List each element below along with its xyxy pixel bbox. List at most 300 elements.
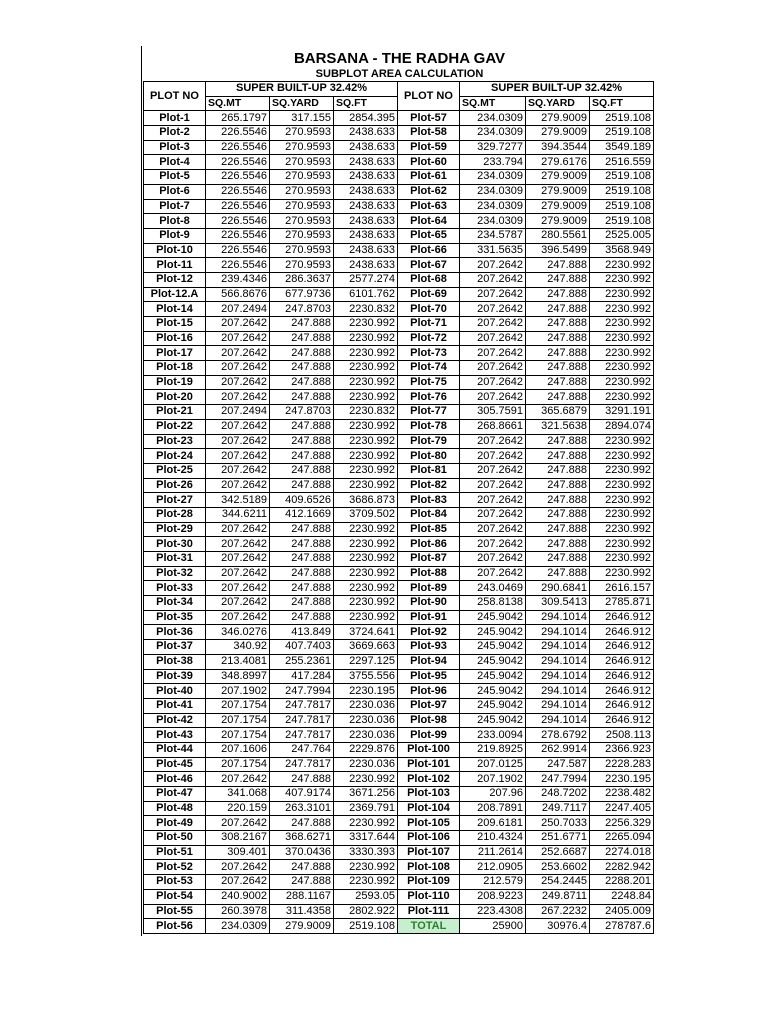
sqmt-cell: 348.8997: [206, 669, 270, 684]
plot-no-cell: Plot-12.A: [144, 287, 206, 302]
sqft-cell: 2438.633: [334, 184, 398, 199]
sqmt-cell: 342.5189: [206, 493, 270, 508]
sqyard-cell: 267.2232: [526, 904, 590, 919]
sqft-cell: 2230.992: [334, 772, 398, 787]
plot-no-cell: Plot-55: [144, 904, 206, 919]
sqft-cell: 2230.832: [334, 302, 398, 317]
sqmt-cell: 219.8925: [460, 742, 526, 757]
sqmt-cell: 243.0469: [460, 581, 526, 596]
sqft-cell: 2230.992: [590, 493, 654, 508]
sqmt-cell: 25900: [460, 919, 526, 934]
sqft-cell: 2230.992: [334, 552, 398, 567]
plot-no-cell: Plot-14: [144, 302, 206, 317]
plot-no-cell: Plot-100: [398, 742, 460, 757]
sqmt-cell: 220.159: [206, 801, 270, 816]
sqmt-cell: 226.5546: [206, 126, 270, 141]
sqmt-cell: 207.2642: [206, 463, 270, 478]
sqft-cell: 3568.949: [590, 243, 654, 258]
table-row: [144, 126, 654, 141]
table-row: [144, 713, 654, 728]
plot-no-cell: Plot-3: [144, 140, 206, 155]
sqyard-cell: 247.888: [526, 287, 590, 302]
sqft-cell: 2438.633: [334, 126, 398, 141]
sqmt-cell: 207.2642: [460, 331, 526, 346]
plot-no-cell: Plot-87: [398, 552, 460, 567]
sqyard-cell: 247.888: [526, 552, 590, 567]
plot-no-cell: Plot-105: [398, 816, 460, 831]
plot-no-cell: Plot-56: [144, 919, 206, 934]
plot-no-cell: Plot-34: [144, 596, 206, 611]
sqyard-cell: 247.888: [270, 361, 334, 376]
sqft-cell: 2438.633: [334, 170, 398, 185]
table-row: [144, 845, 654, 860]
sqyard-cell: 247.888: [526, 390, 590, 405]
plot-no-cell: Plot-53: [144, 875, 206, 890]
sqft-cell: 2405.009: [590, 904, 654, 919]
sqft-cell: 2230.992: [590, 331, 654, 346]
plot-no-cell: Plot-85: [398, 522, 460, 537]
plot-no-cell: Plot-107: [398, 845, 460, 860]
sqft-cell: 2247.405: [590, 801, 654, 816]
sqmt-cell: 331.5635: [460, 243, 526, 258]
table-row: [144, 654, 654, 669]
plot-no-cell: Plot-43: [144, 728, 206, 743]
plot-no-cell: Plot-47: [144, 787, 206, 802]
plot-no-cell: Plot-33: [144, 581, 206, 596]
plot-no-cell: Plot-91: [398, 610, 460, 625]
sqyard-cell: 270.9593: [270, 199, 334, 214]
sqft-cell: 2230.992: [590, 434, 654, 449]
sqmt-header: SQ.MT: [460, 96, 526, 111]
plot-no-cell: Plot-21: [144, 405, 206, 420]
table-row: [144, 302, 654, 317]
sqmt-cell: 207.2642: [460, 272, 526, 287]
sqmt-cell: 340.92: [206, 640, 270, 655]
sqmt-cell: 226.5546: [206, 170, 270, 185]
sqmt-cell: 207.2642: [206, 772, 270, 787]
table-row: [144, 478, 654, 493]
sqft-cell: 2230.992: [590, 449, 654, 464]
sqft-cell: 2646.912: [590, 669, 654, 684]
plot-no-cell: Plot-45: [144, 757, 206, 772]
plot-no-cell: Plot-99: [398, 728, 460, 743]
sqyard-cell: 247.764: [270, 742, 334, 757]
sqft-cell: 2646.912: [590, 698, 654, 713]
sqyard-cell: 270.9593: [270, 126, 334, 141]
plot-no-cell: Plot-81: [398, 463, 460, 478]
sqyard-cell: 278.6792: [526, 728, 590, 743]
sqmt-cell: 234.0309: [460, 199, 526, 214]
sqyard-cell: 279.9009: [526, 170, 590, 185]
sqmt-cell: 268.8661: [460, 419, 526, 434]
sqmt-cell: 260.3978: [206, 904, 270, 919]
sqft-cell: 2230.992: [590, 478, 654, 493]
table-row: [144, 214, 654, 229]
sqft-cell: 2519.108: [590, 199, 654, 214]
sqmt-cell: 207.2642: [206, 596, 270, 611]
plot-no-cell: Plot-58: [398, 126, 460, 141]
sqmt-cell: 207.1902: [206, 684, 270, 699]
sqft-cell: 2230.992: [334, 390, 398, 405]
sqyard-cell: 279.9009: [526, 184, 590, 199]
plot-no-cell: Plot-92: [398, 625, 460, 640]
plot-no-cell: Plot-79: [398, 434, 460, 449]
sqmt-cell: 226.5546: [206, 258, 270, 273]
sqft-cell: 3669.663: [334, 640, 398, 655]
sqyard-cell: 247.888: [526, 272, 590, 287]
table-row: [144, 889, 654, 904]
table-row: [144, 669, 654, 684]
sqyard-cell: 279.9009: [526, 111, 590, 126]
sqmt-cell: 207.2642: [460, 361, 526, 376]
sqmt-cell: 207.2642: [206, 419, 270, 434]
sqmt-cell: 226.5546: [206, 243, 270, 258]
table-row: [144, 111, 654, 126]
sqmt-cell: 207.2642: [460, 493, 526, 508]
sqyard-cell: 270.9593: [270, 243, 334, 258]
plot-no-cell: Plot-42: [144, 713, 206, 728]
sqmt-cell: 234.0309: [460, 214, 526, 229]
sqft-cell: 2230.036: [334, 713, 398, 728]
sqyard-cell: 294.1014: [526, 640, 590, 655]
plot-no-cell: Plot-30: [144, 537, 206, 552]
sqyard-cell: 294.1014: [526, 713, 590, 728]
sqft-cell: 2230.992: [590, 361, 654, 376]
plot-no-cell: Plot-104: [398, 801, 460, 816]
sqft-cell: 2230.992: [334, 522, 398, 537]
sqmt-cell: 208.9223: [460, 889, 526, 904]
plot-no-cell: Plot-76: [398, 390, 460, 405]
sqft-cell: 3291.191: [590, 405, 654, 420]
sqmt-cell: 207.0125: [460, 757, 526, 772]
table-row: [144, 375, 654, 390]
sqft-cell: 2230.195: [334, 684, 398, 699]
plot-no-cell: Plot-96: [398, 684, 460, 699]
sqmt-cell: 207.2642: [460, 566, 526, 581]
sqft-cell: 2230.992: [590, 302, 654, 317]
sqft-cell: 2230.992: [334, 449, 398, 464]
sqyard-header: SQ.YARD: [526, 96, 590, 111]
table-row: [144, 287, 654, 302]
sqmt-cell: 207.2494: [206, 302, 270, 317]
sqyard-cell: 253.6602: [526, 860, 590, 875]
sqft-cell: 2438.633: [334, 140, 398, 155]
sqyard-cell: 247.888: [270, 537, 334, 552]
sqyard-cell: 247.8703: [270, 405, 334, 420]
plot-no-cell: Plot-66: [398, 243, 460, 258]
sqmt-cell: 329.7277: [460, 140, 526, 155]
sqft-cell: 2366.923: [590, 742, 654, 757]
sqmt-cell: 207.2642: [460, 552, 526, 567]
sqft-cell: 3330.393: [334, 845, 398, 860]
plot-no-cell: Plot-32: [144, 566, 206, 581]
sqft-header: SQ.FT: [590, 96, 654, 111]
sqft-cell: 2297.125: [334, 654, 398, 669]
plot-no-cell: Plot-80: [398, 449, 460, 464]
table-row: [144, 170, 654, 185]
sqyard-cell: 247.888: [526, 566, 590, 581]
plot-no-cell: Plot-97: [398, 698, 460, 713]
sqyard-cell: 247.7994: [526, 772, 590, 787]
table-row: [144, 155, 654, 170]
plot-no-cell: Plot-36: [144, 625, 206, 640]
table-row: [144, 449, 654, 464]
table-row: [144, 507, 654, 522]
sqmt-cell: 207.1754: [206, 713, 270, 728]
sqyard-cell: 294.1014: [526, 669, 590, 684]
sqyard-cell: 247.7817: [270, 728, 334, 743]
table-row: [144, 140, 654, 155]
sqft-cell: 2525.005: [590, 228, 654, 243]
plot-no-cell: Plot-25: [144, 463, 206, 478]
sqmt-cell: 207.2642: [206, 361, 270, 376]
sqyard-cell: 279.9009: [526, 126, 590, 141]
sqmt-cell: 245.9042: [460, 698, 526, 713]
sqmt-cell: 207.2642: [206, 346, 270, 361]
sqmt-cell: 212.579: [460, 875, 526, 890]
sqyard-cell: 280.5561: [526, 228, 590, 243]
sqft-cell: 2230.992: [334, 317, 398, 332]
table-row: [144, 581, 654, 596]
table-row: [144, 860, 654, 875]
sqft-cell: 2438.633: [334, 155, 398, 170]
sqyard-cell: 247.888: [270, 860, 334, 875]
sqyard-cell: 270.9593: [270, 258, 334, 273]
sqmt-cell: 245.9042: [460, 654, 526, 669]
sqmt-cell: 240.9002: [206, 889, 270, 904]
table-row: [144, 493, 654, 508]
plot-no-cell: Plot-4: [144, 155, 206, 170]
sqft-cell: 2616.157: [590, 581, 654, 596]
sqyard-cell: 263.3101: [270, 801, 334, 816]
sqmt-cell: 207.2642: [206, 478, 270, 493]
sqyard-cell: 252.6687: [526, 845, 590, 860]
sqyard-cell: 247.587: [526, 757, 590, 772]
sqmt-cell: 207.2642: [206, 816, 270, 831]
sqft-cell: 2516.559: [590, 155, 654, 170]
sqft-cell: 2228.283: [590, 757, 654, 772]
sqmt-cell: 207.2642: [460, 317, 526, 332]
plot-no-cell: Plot-6: [144, 184, 206, 199]
plot-no-cell: Plot-75: [398, 375, 460, 390]
plot-no-cell: Plot-7: [144, 199, 206, 214]
sqmt-cell: 207.2642: [206, 522, 270, 537]
sqyard-cell: 365.6879: [526, 405, 590, 420]
sqyard-cell: 279.9009: [526, 214, 590, 229]
sqft-cell: 2785.871: [590, 596, 654, 611]
sqyard-cell: 247.888: [526, 434, 590, 449]
sqmt-cell: 209.6181: [460, 816, 526, 831]
sqyard-cell: 294.1014: [526, 610, 590, 625]
table-row: [144, 199, 654, 214]
plot-no-cell: Plot-2: [144, 126, 206, 141]
plot-no-cell: Plot-12: [144, 272, 206, 287]
sqyard-cell: 247.888: [270, 610, 334, 625]
sqft-cell: 2230.992: [590, 317, 654, 332]
plot-no-cell: Plot-67: [398, 258, 460, 273]
sqmt-cell: 207.2642: [206, 875, 270, 890]
plot-no-cell: Plot-110: [398, 889, 460, 904]
sqft-cell: 2438.633: [334, 228, 398, 243]
sqft-cell: 2519.108: [334, 919, 398, 934]
sqyard-cell: 255.2361: [270, 654, 334, 669]
sqmt-cell: 207.2642: [206, 566, 270, 581]
sqyard-cell: 247.888: [526, 478, 590, 493]
sqyard-cell: 247.888: [526, 331, 590, 346]
sqft-cell: 2282.942: [590, 860, 654, 875]
plot-no-cell: Plot-8: [144, 214, 206, 229]
sqft-cell: 2230.992: [590, 258, 654, 273]
plot-no-cell: Plot-48: [144, 801, 206, 816]
sqyard-cell: 270.9593: [270, 214, 334, 229]
plot-no-cell: Plot-83: [398, 493, 460, 508]
sqyard-cell: 247.7994: [270, 684, 334, 699]
sqft-cell: 2646.912: [590, 654, 654, 669]
table-row: [144, 742, 654, 757]
sqmt-cell: 207.2642: [460, 287, 526, 302]
sqyard-cell: 247.888: [270, 772, 334, 787]
plot-no-cell: Plot-9: [144, 228, 206, 243]
sqmt-cell: 344.6211: [206, 507, 270, 522]
sqyard-cell: 247.888: [270, 581, 334, 596]
sqft-cell: 2438.633: [334, 214, 398, 229]
sqyard-cell: 247.888: [270, 875, 334, 890]
table-row: [144, 317, 654, 332]
sqyard-cell: 247.888: [270, 596, 334, 611]
plot-no-cell: Plot-78: [398, 419, 460, 434]
sqyard-cell: 247.888: [526, 317, 590, 332]
plot-no-cell: Plot-39: [144, 669, 206, 684]
plot-no-cell: Plot-111: [398, 904, 460, 919]
sqft-cell: 2230.832: [334, 405, 398, 420]
sqmt-cell: 245.9042: [460, 669, 526, 684]
sqft-cell: 6101.762: [334, 287, 398, 302]
sqft-cell: 2230.992: [590, 272, 654, 287]
sqmt-cell: 207.2642: [460, 522, 526, 537]
sqyard-cell: 247.888: [270, 566, 334, 581]
plot-no-cell: Plot-28: [144, 507, 206, 522]
sqft-cell: 278787.6: [590, 919, 654, 934]
sqmt-cell: 265.1797: [206, 111, 270, 126]
sqmt-cell: 207.2642: [460, 463, 526, 478]
sqmt-cell: 207.2642: [206, 552, 270, 567]
super-builtup-header: SUPER BUILT-UP 32.42%: [460, 82, 654, 97]
sqmt-cell: 309.401: [206, 845, 270, 860]
sqyard-cell: 309.5413: [526, 596, 590, 611]
plot-no-cell: Plot-27: [144, 493, 206, 508]
document-subtitle: SUBPLOT AREA CALCULATION: [315, 68, 484, 80]
plot-no-cell: Plot-90: [398, 596, 460, 611]
plot-no-cell: Plot-38: [144, 654, 206, 669]
sqyard-cell: 317.155: [270, 111, 334, 126]
sqyard-cell: 249.7117: [526, 801, 590, 816]
sqmt-cell: 233.794: [460, 155, 526, 170]
sqmt-cell: 207.1606: [206, 742, 270, 757]
sqyard-cell: 249.8711: [526, 889, 590, 904]
sqmt-cell: 207.2642: [206, 390, 270, 405]
sqft-cell: 2577.274: [334, 272, 398, 287]
sqyard-cell: 279.9009: [270, 919, 334, 934]
plot-no-cell: Plot-95: [398, 669, 460, 684]
sqmt-cell: 211.2614: [460, 845, 526, 860]
sqmt-header: SQ.MT: [206, 96, 270, 111]
sqyard-cell: 311.4358: [270, 904, 334, 919]
sqmt-cell: 207.1754: [206, 728, 270, 743]
plot-no-cell: Plot-23: [144, 434, 206, 449]
sqft-cell: 2230.992: [334, 419, 398, 434]
sqft-cell: 3671.256: [334, 787, 398, 802]
sqmt-cell: 245.9042: [460, 625, 526, 640]
table-row: [144, 816, 654, 831]
sqyard-cell: 247.888: [526, 463, 590, 478]
plot-no-cell: Plot-74: [398, 361, 460, 376]
sqyard-cell: 677.9736: [270, 287, 334, 302]
sqyard-cell: 247.888: [270, 478, 334, 493]
plot-no-cell: Plot-88: [398, 566, 460, 581]
plot-no-cell: Plot-103: [398, 787, 460, 802]
sqft-cell: 2230.992: [334, 346, 398, 361]
sqft-cell: 2256.329: [590, 816, 654, 831]
table-row: [144, 272, 654, 287]
sqyard-cell: 254.2445: [526, 875, 590, 890]
sqmt-cell: 207.2642: [206, 331, 270, 346]
sqft-cell: 2274.018: [590, 845, 654, 860]
sqft-cell: 2894.074: [590, 419, 654, 434]
sqyard-cell: 247.888: [526, 537, 590, 552]
sqft-cell: 2230.992: [334, 581, 398, 596]
sqft-cell: 2230.992: [590, 346, 654, 361]
sqft-cell: 2230.992: [334, 463, 398, 478]
sqft-cell: 2230.992: [334, 478, 398, 493]
sqft-cell: 2519.108: [590, 126, 654, 141]
sqft-cell: 3549.189: [590, 140, 654, 155]
sqmt-cell: 207.96: [460, 787, 526, 802]
sqft-cell: 3317.644: [334, 831, 398, 846]
sqyard-cell: 250.7033: [526, 816, 590, 831]
sqft-cell: 2438.633: [334, 243, 398, 258]
plot-no-cell: Plot-89: [398, 581, 460, 596]
sqyard-cell: 294.1014: [526, 654, 590, 669]
plot-no-cell: Plot-10: [144, 243, 206, 258]
sqft-cell: 2230.992: [334, 596, 398, 611]
sqmt-cell: 212.0905: [460, 860, 526, 875]
sqft-cell: 2508.113: [590, 728, 654, 743]
sqyard-cell: 247.888: [526, 258, 590, 273]
plot-no-cell: Plot-16: [144, 331, 206, 346]
sqft-cell: 2230.036: [334, 728, 398, 743]
sqyard-cell: 247.7817: [270, 713, 334, 728]
sqft-cell: 3755.556: [334, 669, 398, 684]
sqyard-cell: 247.888: [526, 302, 590, 317]
sqyard-cell: 290.6841: [526, 581, 590, 596]
plot-no-cell: Plot-60: [398, 155, 460, 170]
sqft-cell: 2230.036: [334, 757, 398, 772]
table-row: [144, 610, 654, 625]
sqft-cell: 3709.502: [334, 507, 398, 522]
sqft-cell: 2230.992: [334, 537, 398, 552]
table-row: [144, 463, 654, 478]
sqmt-cell: 234.0309: [460, 170, 526, 185]
sqft-cell: 2646.912: [590, 684, 654, 699]
sqyard-cell: 247.888: [270, 375, 334, 390]
sqyard-cell: 270.9593: [270, 140, 334, 155]
sqft-cell: 2230.992: [590, 507, 654, 522]
sqft-cell: 2230.036: [334, 698, 398, 713]
plot-no-cell: Plot-51: [144, 845, 206, 860]
table-row: [144, 361, 654, 376]
sqft-cell: 2854.395: [334, 111, 398, 126]
total-label-cell: TOTAL: [398, 919, 460, 934]
